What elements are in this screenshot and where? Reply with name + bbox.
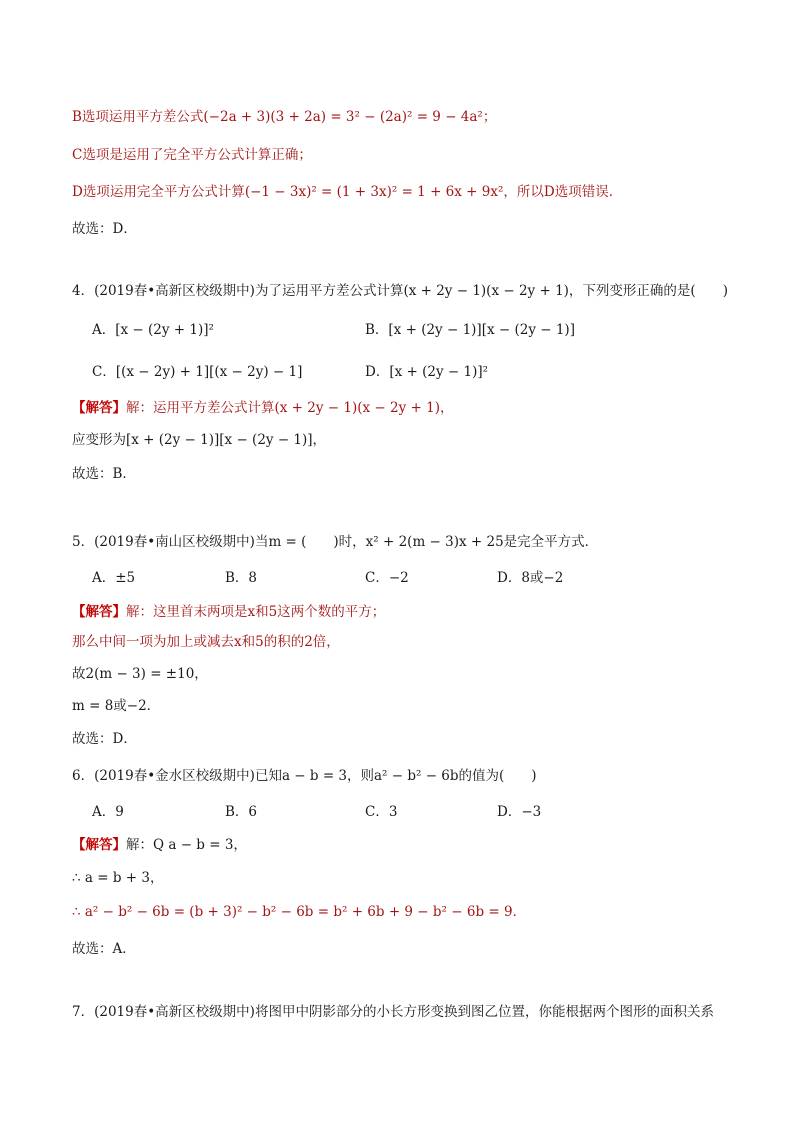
q5-solution-line-4: m = 8或−2． [72,698,161,714]
q5-option-a: A．±5 [92,570,136,586]
q4-solution-text-1: 解：运用平方差公式计算(x + 2y − 1)(x − 2y + 1)， [126,400,454,416]
solution-line-c: C选项是运用了完全平方公式计算正确； [72,147,312,163]
q6-option-c: C．3 [365,804,398,820]
q6-solution-text-1: 解：Q a − b = 3， [126,837,247,853]
question-5-stem: 5．(2019春•南山区校级期中)当m = ( )时，x² + 2(m − 3)x + 25是完全平方式． [72,534,599,550]
q4-option-d: D．[x + (2y − 1)]² [365,364,489,380]
q4-option-c: C．[(x − 2y) + 1][(x − 2y) − 1] [92,364,303,380]
q5-answer: 故选：D． [72,731,137,747]
question-7-stem: 7．(2019春•高新区校级期中)将图甲中阴影部分的小长方形变换到图乙位置，你能根据两个图形的面积关系 [72,1004,714,1020]
solution-tag: 【解答】 [72,400,126,416]
q6-answer: 故选：A． [72,941,136,957]
q5-option-b: B．8 [225,570,258,586]
q5-option-c: C．−2 [365,570,409,586]
q5-solution-line-3: 故2(m − 3) = ±10， [72,666,208,682]
q6-solution-line-2: ∴ a = b + 3， [72,870,164,886]
q6-solution-line-1 [72,836,754,854]
q6-solution-line-3: ∴ a² − b² − 6b = (b + 3)² − b² − 6b = b² + 6b + 9 − b² − 6b = 9． [72,904,527,920]
solution-line-d: D选项运用完全平方公式计算(−1 − 3x)² = (1 + 3x)² = 1 + 6x + 9x²，所以D选项错误． [72,184,623,200]
q4-solution-line-1 [72,399,754,417]
q5-solution-text-1: 解：这里首末两项是x和5这两个数的平方； [126,604,386,620]
solution-line-b: B选项运用平方差公式(−2a + 3)(3 + 2a) = 3² − (2a)² = 9 − 4a²； [72,109,497,125]
q5-solution-line-1 [72,603,754,621]
solution-tag: 【解答】 [72,837,126,853]
q6-option-b: B．6 [225,804,258,820]
q6-option-a: A．9 [92,804,124,820]
q6-option-d: D．−3 [497,804,542,820]
solution-tag: 【解答】 [72,604,126,620]
q4-option-a: A．[x − (2y + 1)]² [92,322,214,338]
q5-option-d: D．8或−2 [497,570,564,586]
q5-solution-line-2: 那么中间一项为加上或减去x和5的积的2倍， [72,634,340,650]
q4-solution-line-2: 应变形为[x + (2y − 1)][x − (2y − 1)]， [72,432,327,448]
question-6-stem: 6．(2019春•金水区校级期中)已知a − b = 3，则a² − b² − 6b的值为( ) [72,768,537,784]
q4-option-b: B．[x + (2y − 1)][x − (2y − 1)] [365,322,575,338]
answer-prev: 故选：D． [72,221,137,237]
q4-answer: 故选：B． [72,466,136,482]
question-4-stem: 4．(2019春•高新区校级期中)为了运用平方差公式计算(x + 2y − 1)(x − 2y + 1)，下列变形正确的是( ) [72,283,728,299]
